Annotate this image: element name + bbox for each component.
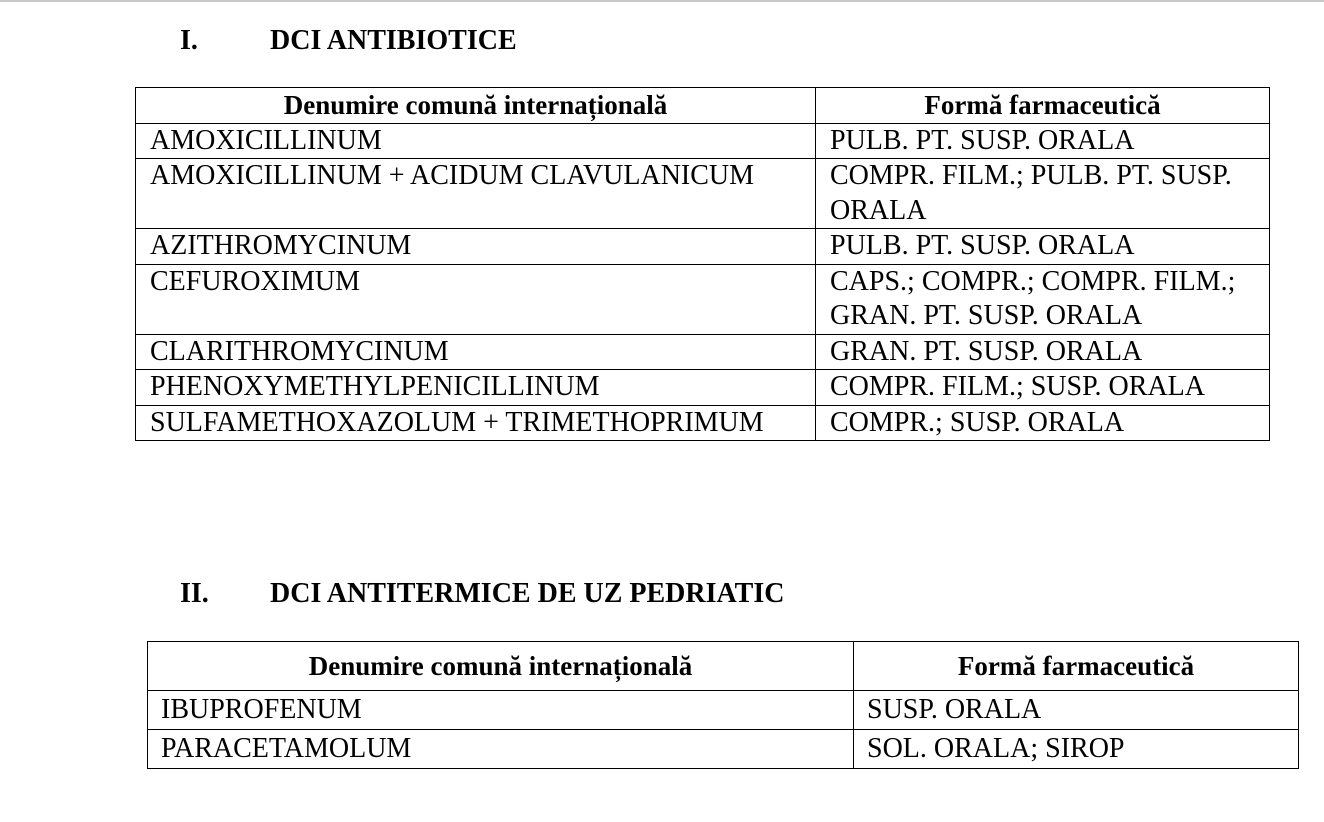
form-cell: SOL. ORALA; SIROP bbox=[854, 730, 1299, 769]
section-1-title: DCI ANTIBIOTICE bbox=[270, 25, 517, 56]
column-header-form: Formă farmaceutică bbox=[854, 642, 1299, 691]
table-row bbox=[136, 405, 1270, 441]
column-header-form: Formă farmaceutică bbox=[816, 88, 1270, 124]
table-row bbox=[148, 730, 1299, 769]
form-cell: PULB. PT. SUSP. ORALA bbox=[816, 123, 1270, 159]
table-row bbox=[148, 691, 1299, 730]
dci-cell: SULFAMETHOXAZOLUM + TRIMETHOPRIMUM bbox=[136, 405, 816, 441]
section-2-number: II. bbox=[180, 578, 209, 609]
table-row bbox=[136, 334, 1270, 370]
dci-cell: CLARITHROMYCINUM bbox=[136, 334, 816, 370]
dci-cell: AMOXICILLINUM bbox=[136, 123, 816, 159]
form-cell: PULB. PT. SUSP. ORALA bbox=[816, 229, 1270, 265]
dci-cell: PHENOXYMETHYLPENICILLINUM bbox=[136, 370, 816, 406]
form-cell: GRAN. PT. SUSP. ORALA bbox=[816, 334, 1270, 370]
dci-cell: AZITHROMYCINUM bbox=[136, 229, 816, 265]
table-header-row bbox=[136, 88, 1270, 124]
form-cell: COMPR.; SUSP. ORALA bbox=[816, 405, 1270, 441]
form-cell: SUSP. ORALA bbox=[854, 691, 1299, 730]
table-row bbox=[136, 370, 1270, 406]
column-header-dci: Denumire comună internațională bbox=[136, 88, 816, 124]
dci-cell: CEFUROXIMUM bbox=[136, 264, 816, 334]
page-top-border bbox=[0, 0, 1324, 2]
form-cell: COMPR. FILM.; SUSP. ORALA bbox=[816, 370, 1270, 406]
table-header-row bbox=[148, 642, 1299, 691]
antipyretics-table bbox=[147, 641, 1299, 769]
antibiotics-table bbox=[135, 87, 1270, 441]
form-cell: COMPR. FILM.; PULB. PT. SUSP. ORALA bbox=[816, 159, 1270, 229]
table-row bbox=[136, 159, 1270, 229]
section-1-number: I. bbox=[180, 25, 198, 56]
dci-cell: AMOXICILLINUM + ACIDUM CLAVULANICUM bbox=[136, 159, 816, 229]
column-header-dci: Denumire comună internațională bbox=[148, 642, 854, 691]
table-row bbox=[136, 123, 1270, 159]
table-row bbox=[136, 264, 1270, 334]
form-cell: CAPS.; COMPR.; COMPR. FILM.; GRAN. PT. SUSP. ORALA bbox=[816, 264, 1270, 334]
dci-cell: PARACETAMOLUM bbox=[148, 730, 854, 769]
dci-cell: IBUPROFENUM bbox=[148, 691, 854, 730]
section-2-title: DCI ANTITERMICE DE UZ PEDRIATIC bbox=[270, 578, 785, 609]
table-row bbox=[136, 229, 1270, 265]
